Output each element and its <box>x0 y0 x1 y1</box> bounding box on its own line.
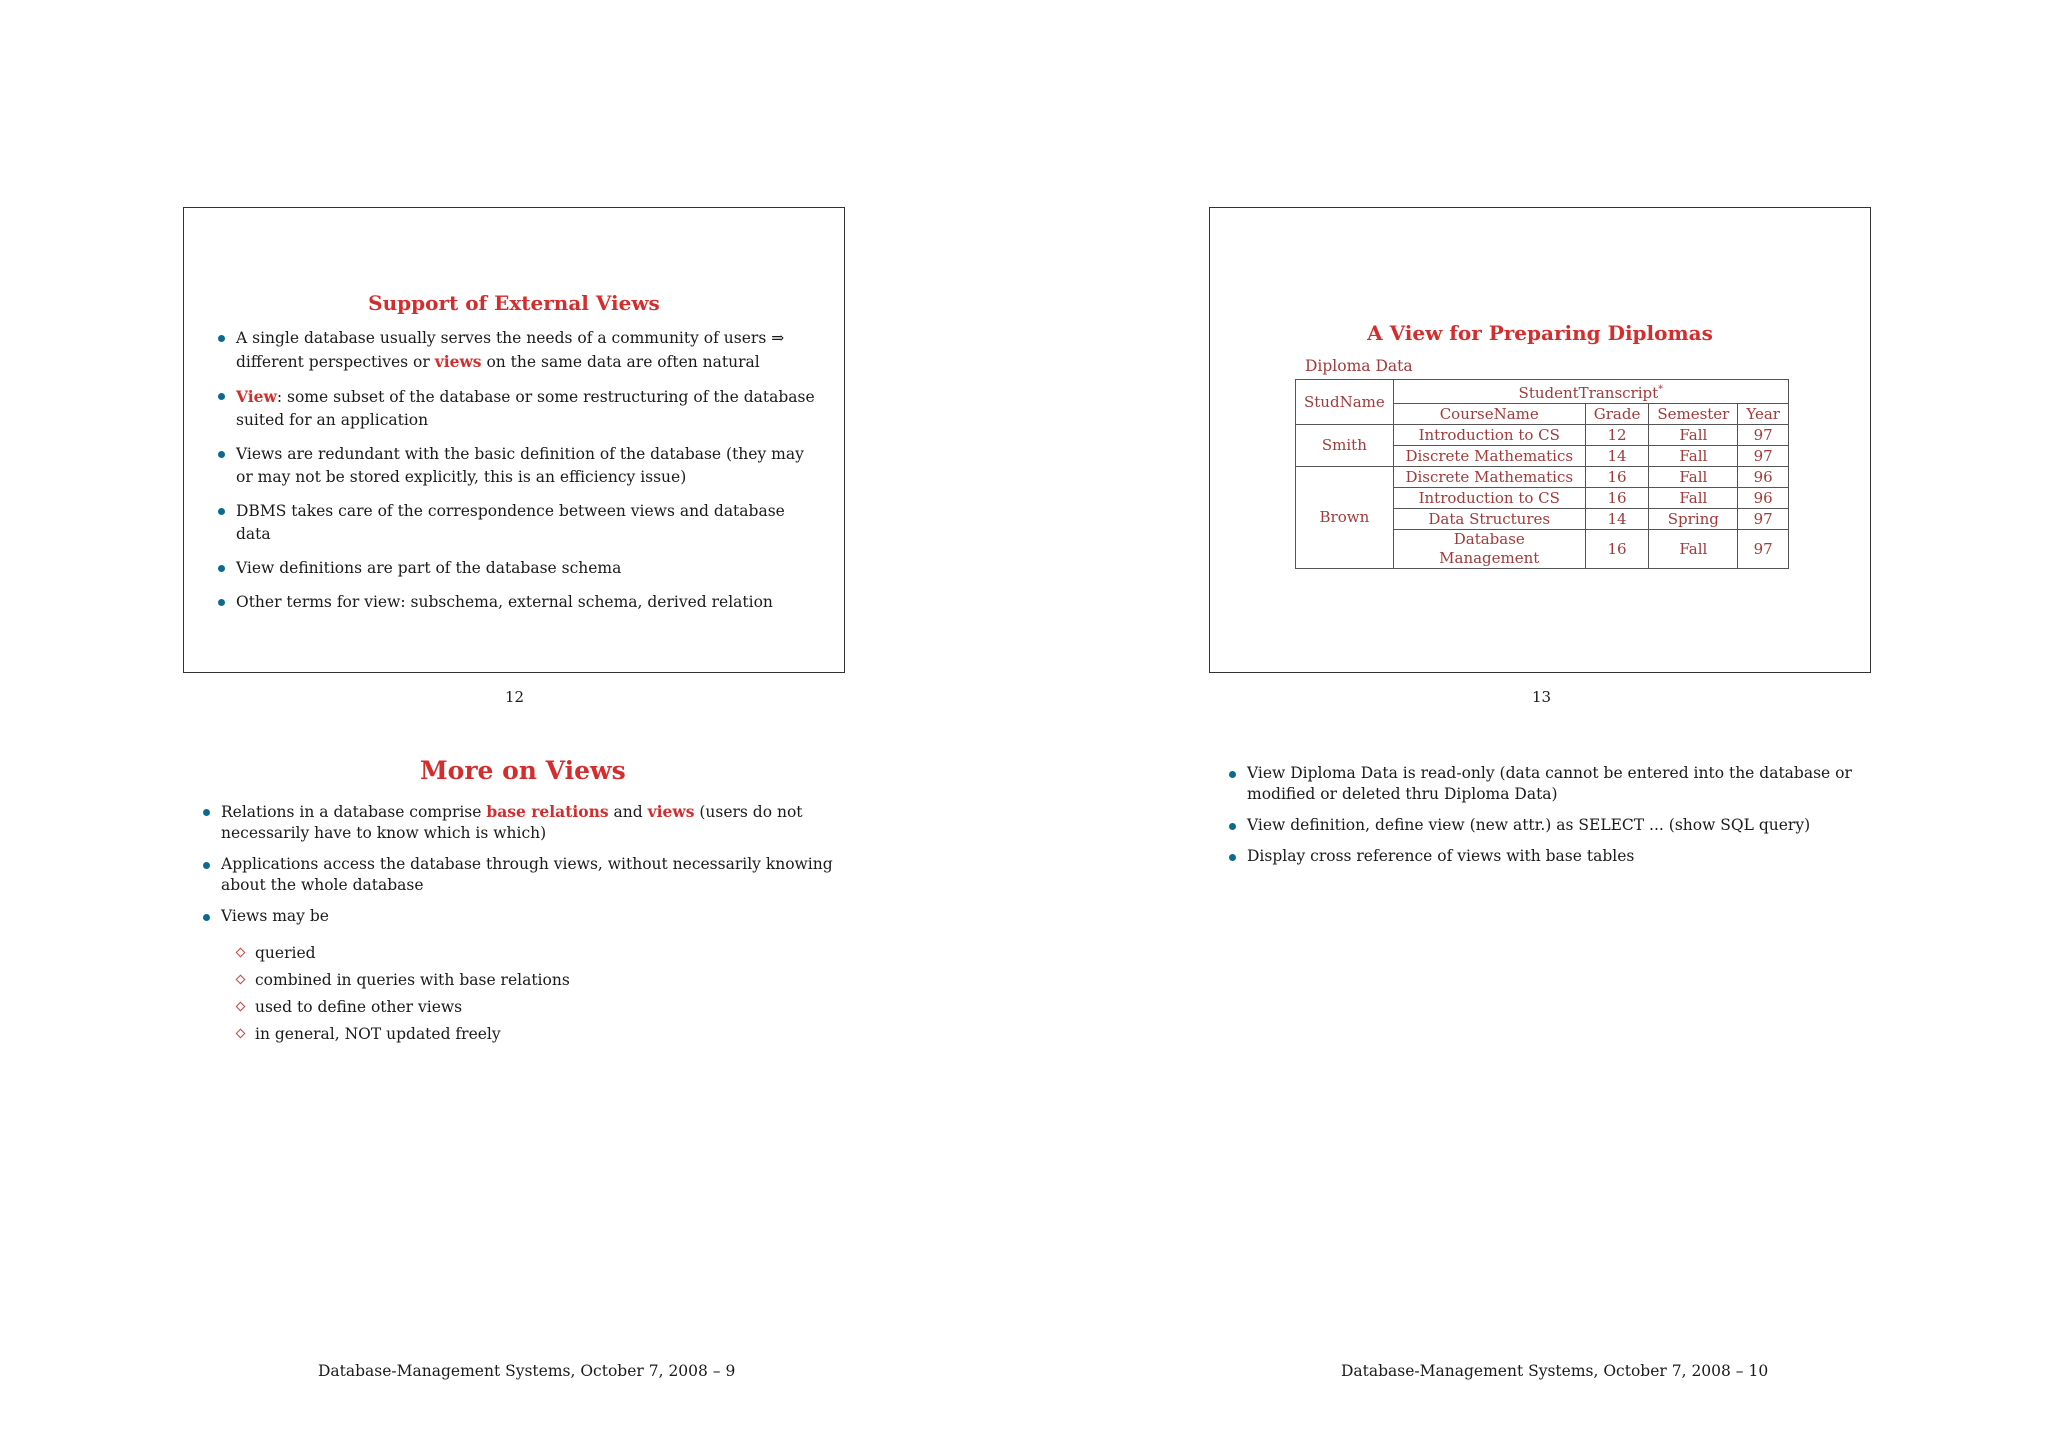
bullet-text: (users do not necessarily have to know which is which) <box>221 803 803 842</box>
student-name-cell: Smith <box>1296 425 1394 467</box>
bullet-item <box>1229 763 1879 805</box>
bullet-dot-icon <box>1229 823 1236 830</box>
slide-12-page-number: 12 <box>505 688 525 706</box>
table-cell: 14 <box>1585 446 1649 467</box>
bullet-dot-icon <box>218 508 225 515</box>
bullet-item <box>218 385 818 432</box>
table-cell: Discrete Mathematics <box>1393 446 1585 467</box>
bullet-item <box>218 327 818 374</box>
bullet-dot-icon <box>203 809 210 816</box>
table-cell: Database Management <box>1393 530 1585 569</box>
highlight-term: View <box>236 387 277 406</box>
bullet-dot-icon <box>218 335 225 342</box>
highlight-term: views <box>434 352 482 371</box>
bullet-text: View definitions are part of the database schema <box>236 559 622 577</box>
bullet-text: Views are redundant with the basic definition of the database (they may or may not be stored explicitly, this is an efficiency issue) <box>236 445 804 486</box>
bullet-dot-icon <box>218 599 225 606</box>
table-cell: 97 <box>1738 425 1789 446</box>
sub-bullet-item: queried <box>235 940 735 967</box>
bullet-text: DBMS takes care of the correspondence between views and database data <box>236 502 785 543</box>
sub-bullet-item: in general, NOT updated freely <box>235 1021 735 1048</box>
bullet-dot-icon <box>1229 854 1236 861</box>
notes-bullets <box>1229 763 1879 867</box>
table-cell: 97 <box>1738 509 1789 530</box>
bullet-text: View Diploma Data is read-only (data cannot be entered into the database or modified or deleted thru Diploma Data) <box>1247 764 1852 803</box>
slide-13-page-number: 13 <box>1532 688 1552 706</box>
bullet-text: Views may be <box>221 907 329 925</box>
table-cell: 97 <box>1738 446 1789 467</box>
col-studname-header: StudName <box>1296 380 1394 425</box>
bullet-item <box>1229 815 1879 836</box>
bullet-item <box>203 906 853 927</box>
table-cell: 96 <box>1738 488 1789 509</box>
sub-bullet-item: combined in queries with base relations <box>235 967 735 994</box>
slide-12-title: Support of External Views <box>368 291 660 315</box>
slide-13-title: A View for Preparing Diplomas <box>1367 321 1713 345</box>
bullet-dot-icon <box>218 565 225 572</box>
table-cell: 16 <box>1585 488 1649 509</box>
bullet-item <box>1229 846 1879 867</box>
table-cell: Fall <box>1649 530 1738 569</box>
bullet-text: on the same data are often natural <box>481 353 760 371</box>
bullet-text: View definition, define view (new attr.) as SELECT ... (show SQL query) <box>1247 816 1811 834</box>
bullet-text: : some subset of the database or some restructuring of the database suited for an application <box>236 388 815 429</box>
bullet-dot-icon <box>218 451 225 458</box>
table-cell: Fall <box>1649 488 1738 509</box>
bullet-text: Relations in a database comprise <box>221 803 487 821</box>
col-year-header: Year <box>1738 404 1789 425</box>
diploma-caption: Diploma Data <box>1305 357 1413 375</box>
table-cell: 96 <box>1738 467 1789 488</box>
table-row <box>1296 467 1789 488</box>
bullet-text: and <box>608 803 648 821</box>
diamond-bullet-icon <box>236 1002 246 1012</box>
highlight-term: base relations <box>486 802 609 821</box>
bullet-text: Other terms for view: subschema, external schema, derived relation <box>236 593 773 611</box>
table-cell: 97 <box>1738 530 1789 569</box>
diamond-bullet-icon <box>236 1029 246 1039</box>
bullet-dot-icon <box>203 914 210 921</box>
sub-bullet-item: used to define other views <box>235 994 735 1021</box>
table-cell: 14 <box>1585 509 1649 530</box>
diamond-bullet-icon <box>236 975 246 985</box>
bullet-item <box>218 591 818 614</box>
bullet-text: Applications access the database through views, without necessarily knowing about the whole database <box>221 855 833 894</box>
col-semester-header: Semester <box>1649 404 1738 425</box>
footer-right: Database-Management Systems, October 7, 2008 – 10 <box>1341 1362 1769 1380</box>
table-cell: Introduction to CS <box>1393 425 1585 446</box>
bullet-item <box>218 443 818 489</box>
bullet-dot-icon <box>203 862 210 869</box>
diploma-table <box>1295 379 1789 569</box>
bullet-dot-icon <box>218 393 225 400</box>
table-cell: Discrete Mathematics <box>1393 467 1585 488</box>
slide-12-frame <box>183 207 845 673</box>
student-name-cell: Brown <box>1296 467 1394 569</box>
table-cell: Fall <box>1649 446 1738 467</box>
table-cell: Fall <box>1649 425 1738 446</box>
slide-13-frame <box>1209 207 1871 673</box>
table-cell: Fall <box>1649 467 1738 488</box>
table-cell: Spring <box>1649 509 1738 530</box>
table-cell: Introduction to CS <box>1393 488 1585 509</box>
bullet-text: A single database usually serves the needs of a community of users ⇒ different perspectives or <box>236 329 785 371</box>
views-may-be-list <box>235 940 735 1048</box>
bullet-item <box>203 801 853 844</box>
slide-12-bullets <box>218 327 818 614</box>
more-on-views-bullets <box>203 801 853 927</box>
highlight-term: views <box>647 802 695 821</box>
student-transcript-header: StudentTranscript* <box>1393 380 1788 404</box>
table-row <box>1296 425 1789 446</box>
diamond-bullet-icon <box>236 948 246 958</box>
bullet-text: Display cross reference of views with base tables <box>1247 847 1635 865</box>
col-grade-header: Grade <box>1585 404 1649 425</box>
table-cell: 16 <box>1585 467 1649 488</box>
bullet-item <box>203 854 853 896</box>
table-cell: 16 <box>1585 530 1649 569</box>
footer-left: Database-Management Systems, October 7, 2008 – 9 <box>318 1362 736 1380</box>
more-on-views-title: More on Views <box>420 756 626 785</box>
table-cell: Data Structures <box>1393 509 1585 530</box>
bullet-item <box>218 500 818 546</box>
table-cell: 12 <box>1585 425 1649 446</box>
bullet-item <box>218 557 818 580</box>
col-coursename-header: CourseName <box>1393 404 1585 425</box>
bullet-dot-icon <box>1229 771 1236 778</box>
